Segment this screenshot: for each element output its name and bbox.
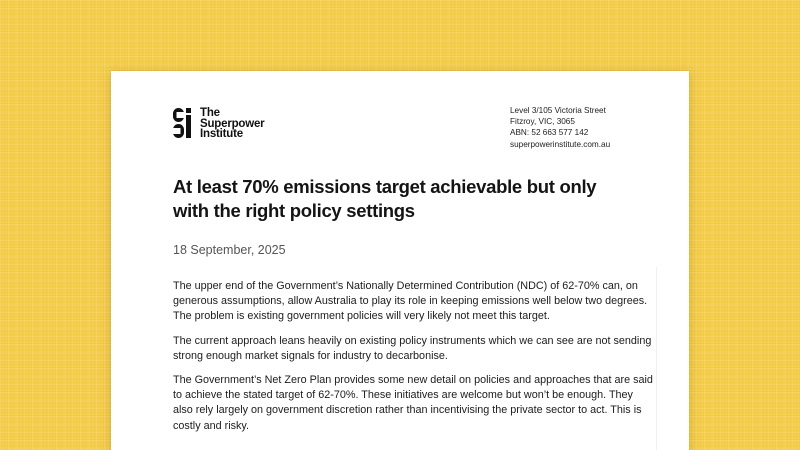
logo-wordmark xyxy=(200,108,264,140)
address-abn: ABN: 52 663 577 142 xyxy=(510,128,589,138)
superpower-institute-logo xyxy=(173,108,264,140)
page-title: At least 70% emissions target achievable but only with the right policy settings xyxy=(173,176,597,221)
logo-line-1: The xyxy=(200,107,220,119)
address-suburb: Fitzroy, VIC, 3065 xyxy=(510,117,575,127)
logo-line-2: Superpower xyxy=(200,117,265,130)
address-website: superpowerinstitute.com.au xyxy=(510,139,611,149)
logo-line-3: Institute xyxy=(200,128,243,140)
address-block xyxy=(510,105,610,150)
paragraph-2: The current approach leans heavily on existing policy instruments which we can see are not sending strong enough market signals for industry to decarbonise. xyxy=(173,334,652,362)
release-date: 18 September, 2025 xyxy=(173,243,286,257)
address-street: Level 3/105 Victoria Street xyxy=(510,106,606,115)
body-text xyxy=(173,279,653,443)
paragraph-1: The upper end of the Government’s Nationally Determined Contribution (NDC) of 62-70% can, on generous assumptions, allow Australia to play its role in keeping emissions well below two degrees. The problem is existing government policies will very likely not meet this target. xyxy=(173,280,648,323)
press-release-document xyxy=(111,71,689,450)
paragraph-3: The Government’s Net Zero Plan provides some new detail on policies and approaches that are said to achieve the stated target of 62-70%. These initiatives are welcome but won’t be enough. They also rely largely on government discretion rather than incentivising the private sector to act. This is costly and risky. xyxy=(173,374,653,432)
superpower-institute-logo-icon xyxy=(173,108,195,138)
page-fold-divider xyxy=(656,267,657,450)
